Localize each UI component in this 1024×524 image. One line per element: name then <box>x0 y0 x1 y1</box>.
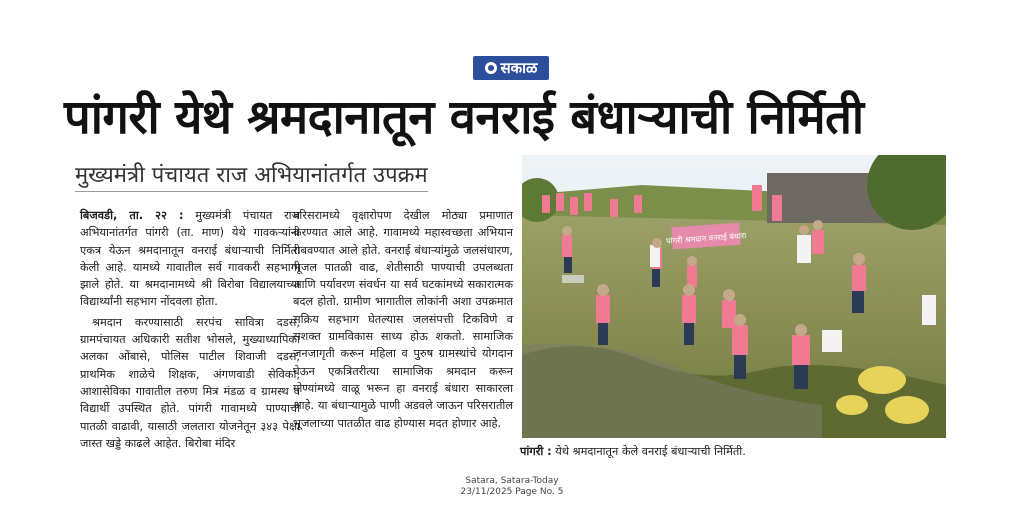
masthead-logo <box>473 56 549 80</box>
headline: पांगरी येथे श्रमदानातून वनराई बंधाऱ्याची निर्मिती <box>64 90 864 145</box>
dateline: बिजवडी, ता. २२ : <box>80 209 184 222</box>
article-paragraph: परिसरामध्ये वृक्षारोपण देखील मोठ्या प्रमाणात करण्यात आले आहे. गावामध्ये महास्वच्छता अभियान राबवण्यात आले होते. वनराई बंधाऱ्यांमुळे जलसंधारण, भूजल पातळी वाढ, शेतीसाठी पाण्याची उपलब्धता आणि पर्यावरण संवर्धन या सर्व घटकांमध्ये सकारात्मक बदल होतो. ग्रामीण भागातील लोकांनी अशा उपक्रमात सक्रिय सहभाग घेतल्यास जलसंपत्ती टिकविणे व सशक्त ग्रामविकास साध्य होऊ शकतो. सामाजिक जनजागृती करून महिला व पुरुष ग्रामस्थांचे योगदान घेऊन एकत्रितरीत्या सामाजिक श्रमदान करून गोण्यांमध्ये वाळू भरून हा वनराई बंधारा साकारला आहे. या बंधाऱ्यामुळे पाणी अडवले जाऊन परिसरातील भूजलाच्या पातळीत वाढ होण्यास मदत होणार आहे. <box>293 209 513 430</box>
footer-date-page: 23/11/2025 Page No. 5 <box>460 487 564 497</box>
caption-text: येथे श्रमदानातून केले वनराई बंधाऱ्याची निर्मिती. <box>555 445 746 458</box>
news-photo <box>522 155 946 438</box>
sakal-logo-icon <box>485 62 497 74</box>
article-paragraph: श्रमदान करण्यासाठी सरपंच सावित्रा दडस, ग्रामपंचायत अधिकारी सतीश भोसले, मुख्याध्यापिका अलका ओंबासे, पोलिस पाटील शिवाजी दडस, प्राथमिक शाळेचे शिक्षक, अंगणवाडी सेविका, आशासेविका गावातील तरुण मित्र मंडळ व ग्रामस्थ व विद्यार्थी उपस्थित होते. पांगरी गावामध्ये पाण्याची पातळी वाढावी, यासाठी जलतारा योजनेतून ३४३ पेक्षा जास्त खड्डे काढले आहेत. बिरोबा मंदिर <box>80 315 300 450</box>
photo-caption <box>520 444 950 459</box>
footer-edition: Satara, Satara-Today <box>465 476 559 486</box>
article-column-1 <box>80 207 300 455</box>
article-text: मुख्यमंत्री पंचायत राज अभियानांतर्गत पांगरी (ता. माण) येथे गावकऱ्यांनी एकत्र येऊन श्रमदानातून वनराई बंधाऱ्याची निर्मिती केली आहे. यामध्ये गावातील सर्व गावकरी सहभागी झाले होते. या श्रमदानामध्ये श्री बिरोबा विद्यालयाच्या विद्यार्थ्यांनी सहभाग नोंदवला होता. <box>80 209 300 309</box>
page-footer <box>400 476 624 498</box>
photo-banner-text: पांगरी श्रमदान वनराई बंधारा <box>665 231 747 246</box>
caption-place: पांगरी : <box>520 445 552 458</box>
masthead-text: सकाळ <box>500 59 538 77</box>
article-paragraph <box>80 207 300 311</box>
article-column-2 <box>293 207 513 435</box>
subheadline: मुख्यमंत्री पंचायत राज अभियानांतर्गत उपक्रम <box>75 159 428 192</box>
photo-illustration <box>522 155 946 438</box>
